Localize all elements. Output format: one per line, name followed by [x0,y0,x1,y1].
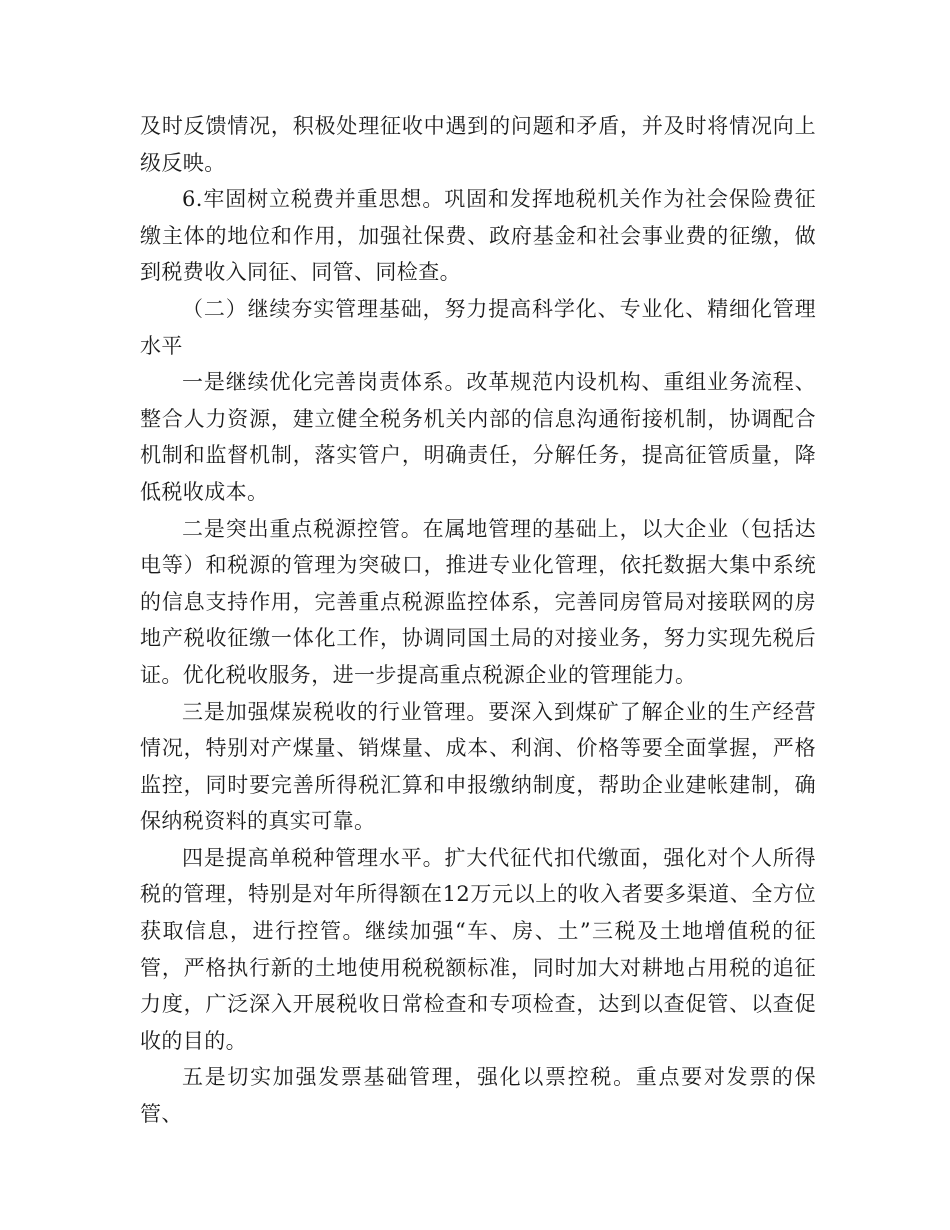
paragraph-third: 三是加强煤炭税收的行业管理。要深入到煤矿了解企业的生产经营情况，特别对产煤量、销煤量、成本、利润、价格等要全面掌握，严格监控，同时要完善所得税汇算和申报缴纳制度，帮助企业建帐建制，确保纳税资料的真实可靠。 [140,699,816,834]
paragraph-fee-collection: 6.牢固树立税费并重思想。巩固和发挥地税机关作为社会保险费征缴主体的地位和作用，加强社保费、政府基金和社会事业费的征缴，做到税费收入同征、同管、同检查。 [140,187,816,285]
paragraph-first: 一是继续优化完善岗责体系。改革规范内设机构、重组业务流程、整合人力资源，建立健全税务机关内部的信息沟通衔接机制，协调配合机制和监督机制，落实管户，明确责任，分解任务，提高征管质量，降低税收成本。 [140,370,816,504]
paragraph-fifth: 五是切实加强发票基础管理，强化以票控税。重点要对发票的保管、 [140,1065,816,1127]
paragraph-continuation: 及时反馈情况，积极处理征收中遇到的问题和矛盾，并及时将情况向上级反映。 [140,114,816,175]
section-heading: （二）继续夯实管理基础，努力提高科学化、专业化、精细化管理水平 [140,296,816,358]
paragraph-fourth: 四是提高单税种管理水平。扩大代征代扣代缴面，强化对个人所得税的管理，特别是对年所得额在12万元以上的收入者要多渠道、全方位获取信息，进行控管。继续加强“车、房、土”三税及土地增值税的征管，严格执行新的土地使用税税额标准，同时加大对耕地占用税的追征力度，广泛深入开展税收日常检查和专项检查，达到以查促管、以查促收的目的。 [140,845,816,1053]
paragraph-second: 二是突出重点税源控管。在属地管理的基础上，以大企业（包括达电等）和税源的管理为突破口，推进专业化管理，依托数据大集中系统的信息支持作用，完善重点税源监控体系，完善同房管局对接联网的房地产税收征缴一体化工作，协调同国土局的对接业务，努力实现先税后证。优化税收服务，进一步提高重点税源企业的管理能力。 [140,516,816,687]
document-page [140,108,816,1133]
